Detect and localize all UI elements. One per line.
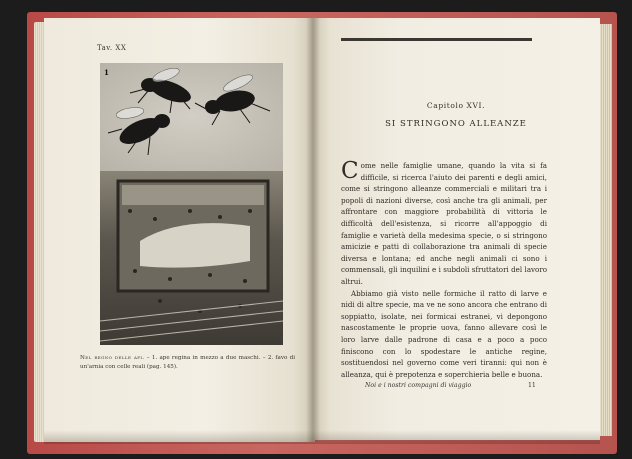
caption-heading: Nel regno delle api. bbox=[80, 355, 145, 361]
bees-illustration bbox=[100, 63, 283, 171]
caption-text: – 1. ape regina in mezzo a due maschi. – 2. favo di un'arnia con celle reali (pag. 145). bbox=[80, 355, 295, 370]
paragraph-2: Abbiamo già visto nelle formiche il ratto di larve e nidi di altre specie, ma ve ne sono ancora che entrano di soppiatto, isolate, nei formicai estranei, vi depongono nascostamente le proprie uova, fanno allevare così le loro larve dalle padrone di casa e a poco a poco finiscono con lo spodestare le antiche regine, sostituendosi nel governo come veri tiranni: qui non è alleanza, qui è prepotenza e soperchieria belle e buona. bbox=[341, 288, 547, 379]
plate-label: Tav. XX bbox=[97, 44, 127, 52]
plate-caption bbox=[80, 354, 295, 372]
honeycomb-photo bbox=[100, 171, 283, 345]
page-edges-right bbox=[598, 24, 612, 436]
honeycomb-illustration bbox=[100, 171, 283, 345]
plate-number: 1 bbox=[104, 68, 109, 77]
bees-photo bbox=[100, 63, 283, 171]
book-spine bbox=[306, 18, 320, 442]
chapter-number: Capitolo XVI. bbox=[426, 101, 486, 110]
chapter-body bbox=[341, 160, 547, 380]
page-shadow bbox=[44, 430, 600, 444]
running-footer-title: Noi e i nostri compagni di viaggio bbox=[365, 382, 472, 389]
photo-plate bbox=[100, 63, 283, 345]
drop-cap: C bbox=[341, 158, 359, 184]
top-rule bbox=[341, 38, 532, 41]
paragraph-1-text: ome nelle famiglie umane, quando la vita si fa difficile, si ricerca l'aiuto dei parenti e degli amici, come si stringono alleanze commerciali e militari tra i popoli di nazioni diverse, così anche tra gli animali, per affrontare con maggiore probabilità di vittoria le difficoltà dell'esistenza, si ricorre all'appoggio di famiglie e varietà della medesima specie, o si stringono amicizie e patti di collaborazione tra animali di specie diversa e lontana; ed anche negli animali ci sono i commensali, gli inquilini e i subdoli sfruttatori del lavoro altrui. bbox=[341, 161, 547, 286]
page-number: 11 bbox=[528, 382, 536, 389]
chapter-title: SI STRINGONO ALLEANZE bbox=[385, 119, 527, 129]
paragraph-1 bbox=[341, 160, 547, 288]
